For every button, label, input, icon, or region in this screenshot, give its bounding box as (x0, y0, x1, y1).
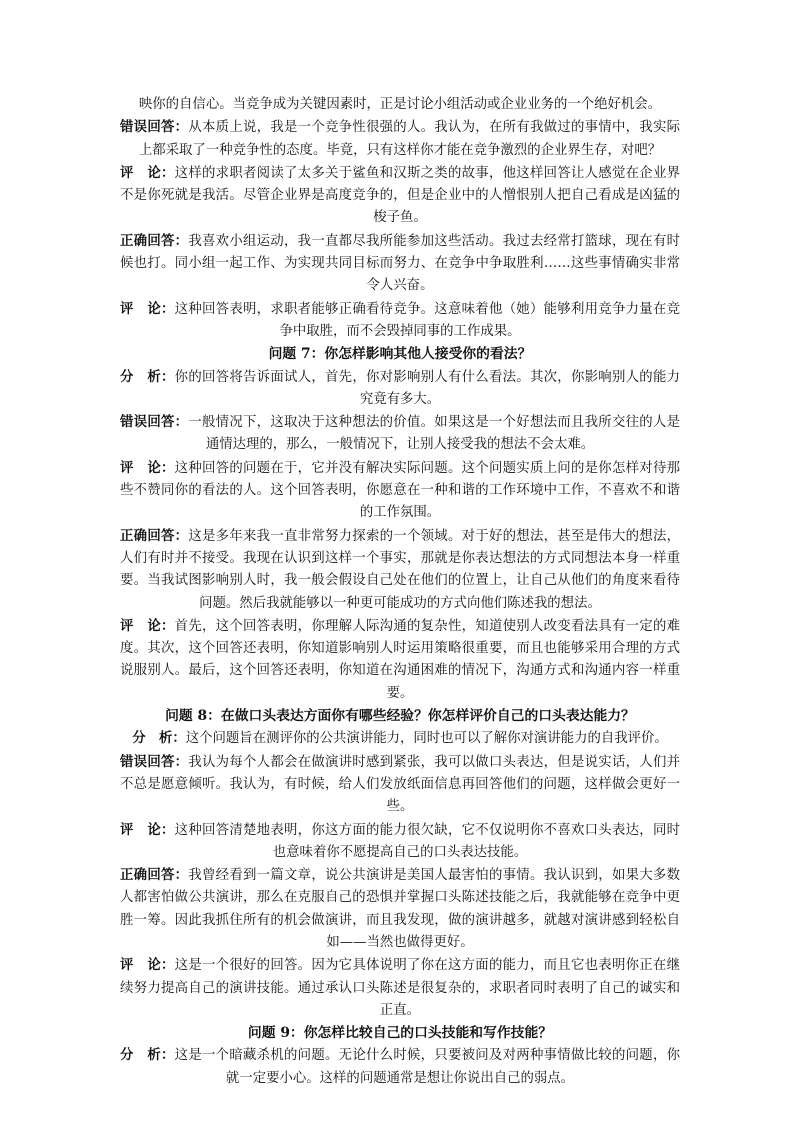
paragraph: 评 论：首先，这个回答表明，你理解人际沟通的复杂性，知道使别人改变看法具有一定的难度。其次，这个回答还表明，你知道影响别人时运用策略很重要，而且也能够采用合理的方式说服别人。最后，这个回答还表明，你知道在沟通困难的情况下，沟通方式和沟通内容一样重要。 (120, 617, 681, 701)
paragraph: 分 析：这是一个暗藏杀机的问题。无论什么时候，只要被问及对两种事情做比较的问题，你就一定要小心。这样的问题通常是想让你说出自己的弱点。 (120, 1047, 681, 1086)
paragraph-label: 分 析： (120, 368, 175, 385)
paragraph-label: 错误回答： (120, 119, 189, 136)
paragraph: 映你的自信心。当竞争成为关键因素时，正是讨论小组活动或企业业务的一个绝好机会。 (138, 97, 662, 112)
paragraph: 正确回答：我曾经看到一篇文章，说公共演讲是美国人最害怕的事情。我认识到，如果大多数人都害怕做公共演讲，那么在克服自己的恐惧并掌握口头陈述技能之后，我就能够在竞争中更胜一筹。因此我抓住所有的机会做演讲，而且我发现，做的演讲越多，就越对演讲感到轻松自如——当然也做得更好。 (120, 867, 680, 950)
document-page (120, 94, 680, 1090)
paragraph: 分 析：你的回答将告诉面试人，首先，你对影响别人有什么看法。其次，你影响别人的能力究竟有多大。 (120, 368, 681, 407)
paragraph: 正确回答：这是多年来我一直非常努力探索的一个领域。对于好的想法，甚至是伟大的想法，人们有时并不接受。我现在认识到这样一个事实，那就是你表达想法的方式同想法本身一样重要。当我试图影响别人时，我一般会假设自己处在他们的位置上，让自己从他们的角度来看待问题。然后我就能够以一种更可能成功的方式向他们陈述我的想法。 (120, 527, 680, 611)
question-heading: 问题 8：在做口头表达方面你有哪些经验？你怎样评价自己的口头表达能力？ (165, 708, 635, 725)
paragraph-label: 正确回答： (120, 527, 189, 544)
paragraph-label: 正确回答： (120, 867, 189, 884)
paragraph: 评 论：这是一个很好的回答。因为它具体说明了你在这方面的能力，而且它也表明你正在继续努力提高自己的演讲技能。通过承认口头陈述是很复杂的，求职者同时表明了自己的诚实和正直。 (120, 957, 681, 1018)
paragraph-label: 评 论： (120, 617, 175, 634)
paragraph-label: 评 论： (120, 459, 175, 476)
paragraph-label: 正确回答： (120, 232, 189, 249)
paragraph: 评 论：这种回答清楚地表明，你这方面的能力很欠缺，它不仅说明你不喜欢口头表达，同时也意味着你不愿提高自己的口头表达技能。 (120, 821, 681, 860)
paragraph-label: 评 论： (120, 300, 175, 317)
paragraph: 评 论：这种回答的问题在于，它并没有解决实际问题。这个问题实质上问的是你怎样对待那些不赞同你的看法的人。这个回答表明，你愿意在一种和谐的工作环境中工作，不喜欢不和谐的工作氛围。 (120, 459, 681, 521)
paragraph: 正确回答：我喜欢小组运动，我一直都尽我所能参加这些活动。我过去经常打篮球，现在有时候也打。同小组一起工作、为实现共同目标而努力、在竞争中争取胜利……这些事情确实非常令人兴奋。 (120, 232, 680, 294)
paragraph: 分 析：这个问题旨在测评你的公共演讲能力，同时也可以了解你对演讲能力的自我评价。 (132, 730, 668, 747)
paragraph-label: 评 论： (120, 957, 175, 974)
question-heading: 问题 7：你怎样影响其他人接受你的看法？ (268, 346, 532, 363)
paragraph: 错误回答：从本质上说，我是一个竞争性很强的人。我认为，在所有我做过的事情中，我实际上都采取了一种竞争性的态度。毕竟，只有这样你才能在竞争激烈的企业界生存，对吧？ (120, 119, 680, 158)
paragraph: 评 论：这样的求职者阅读了太多关于鲨鱼和汉斯之类的故事，他这样回答让人感觉在企业界不是你死就是我活。尽管企业界是高度竞争的，但是企业中的人憎恨别人把自己看成是凶猛的梭子鱼。 (120, 164, 681, 226)
paragraph-label: 错误回答： (120, 753, 189, 770)
paragraph-label: 错误回答： (120, 414, 189, 431)
question-heading: 问题 9：你怎样比较自己的口头技能和写作技能？ (247, 1025, 553, 1042)
paragraph-label: 评 论： (120, 821, 175, 838)
paragraph: 评 论：这种回答表明，求职者能够正确看待竞争。这意味着他（她）能够利用竞争力量在竞争中取胜，而不会毁掉同事的工作成果。 (120, 300, 681, 339)
paragraph-label: 分 析： (132, 730, 186, 747)
paragraph-label: 分 析： (120, 1047, 175, 1064)
paragraph: 错误回答：一般情况下，这取决于这种想法的价值。如果这是一个好想法而且我所交往的人是通情达理的，那么，一般情况下，让别人接受我的想法不会太难。 (120, 414, 680, 453)
paragraph: 错误回答：我认为每个人都会在做演讲时感到紧张，我可以做口头表达，但是说实话，人们并不总是愿意倾听。我认为，有时候，给人们发放纸面信息再回答他们的问题，这样做会更好一些。 (120, 753, 680, 815)
paragraph-label: 评 论： (120, 164, 175, 181)
